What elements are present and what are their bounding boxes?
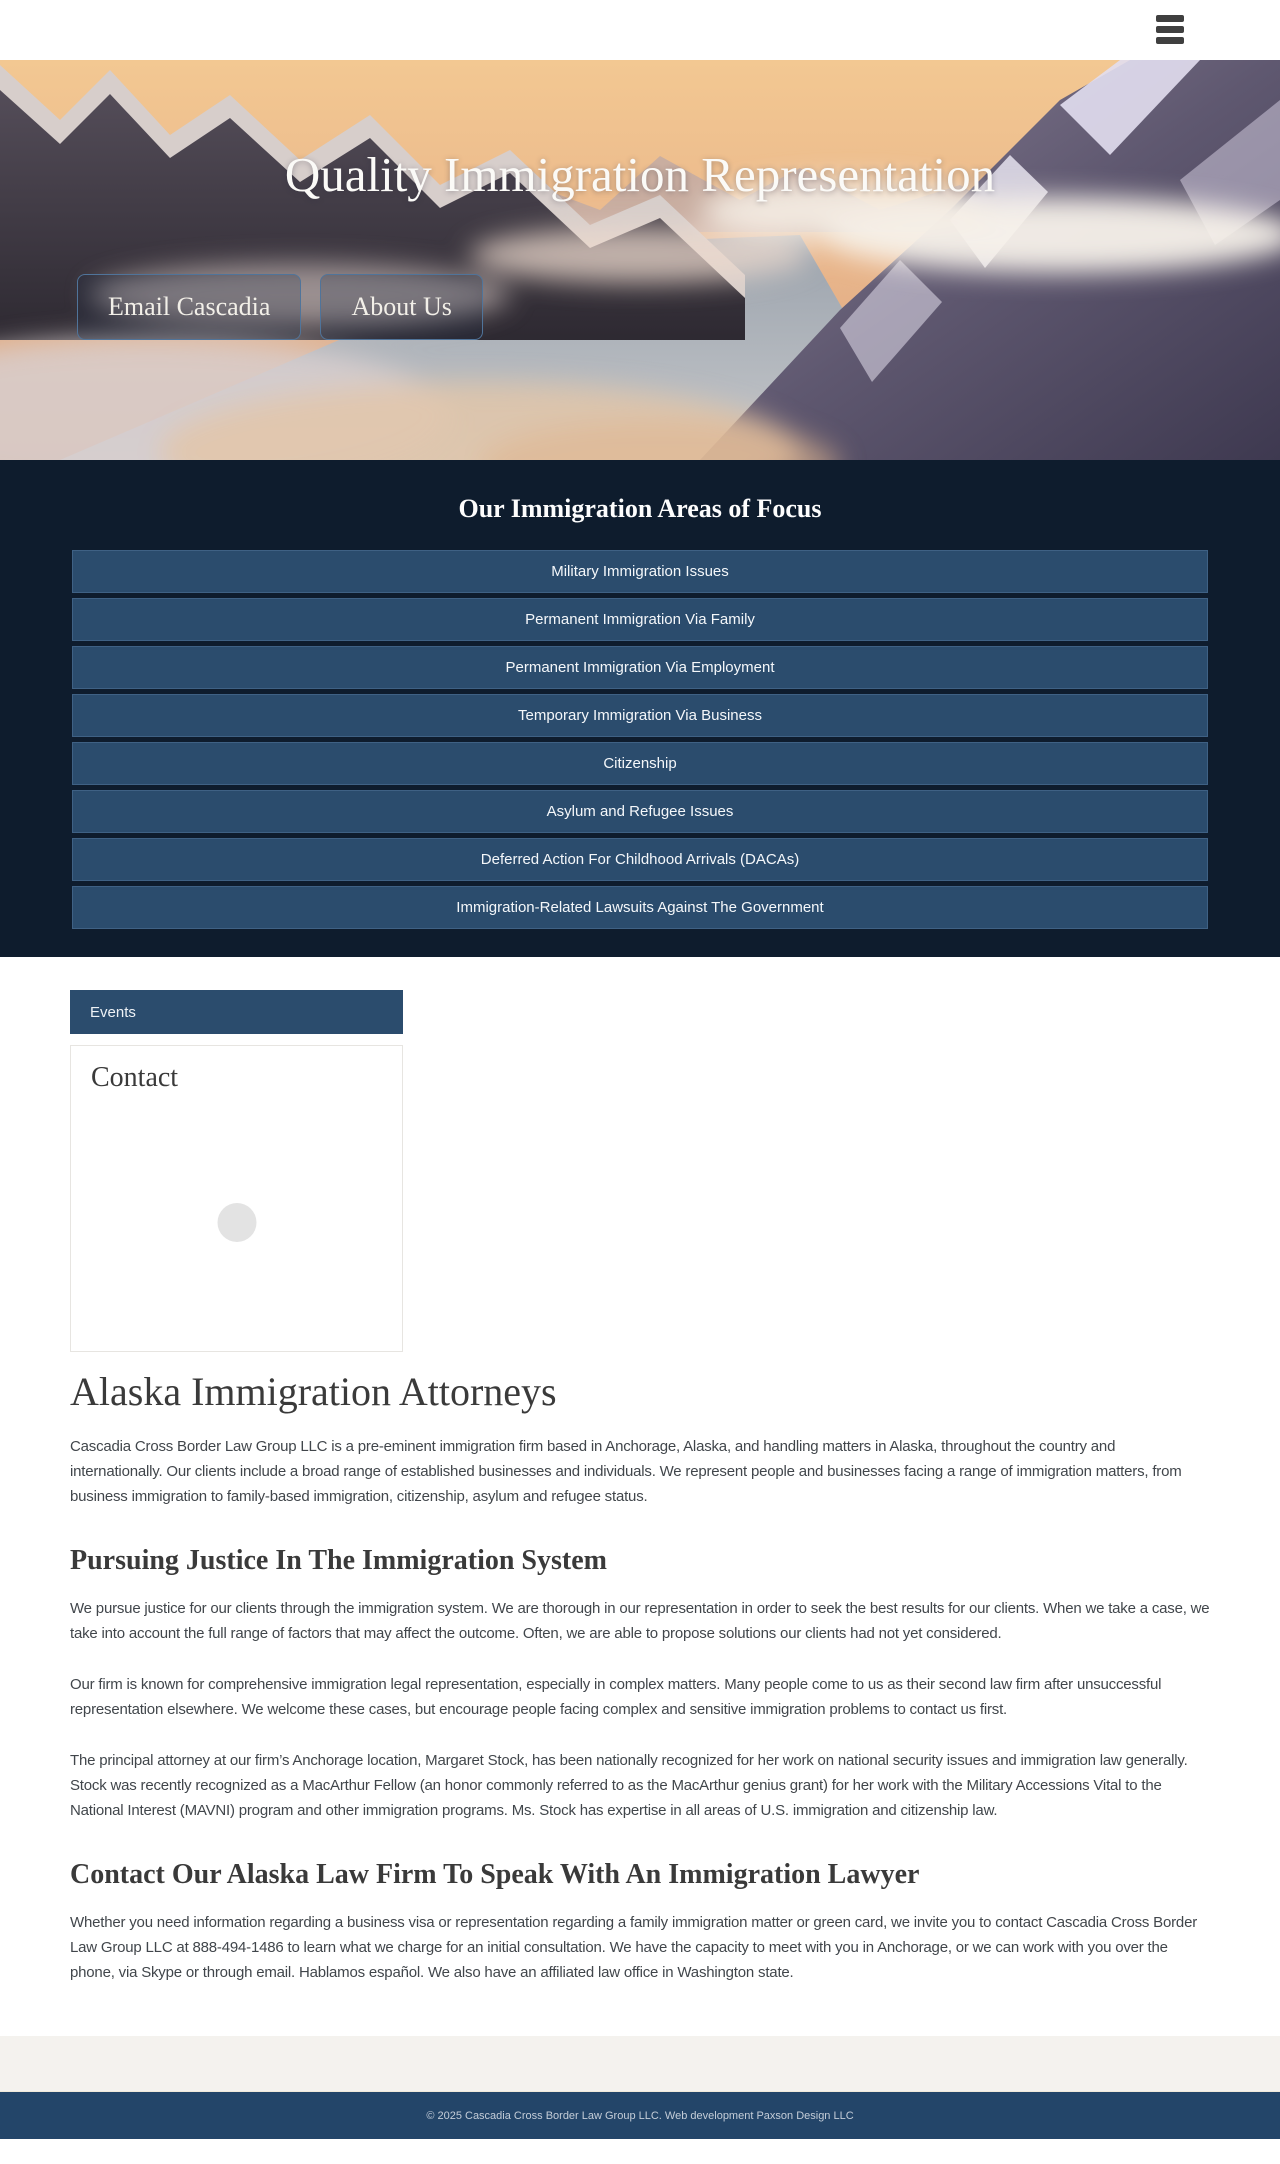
image-placeholder-circle bbox=[217, 1203, 256, 1242]
hamburger-bar bbox=[1156, 37, 1184, 44]
body-paragraph: Our firm is known for comprehensive immigration legal representation, especially in complex matters. Many people come to us as their second law firm after unsuccessful representation elsewhere. We welcome these cases, but encourage people facing complex and sensitive immigration problems to contact us first. bbox=[70, 1676, 1162, 1718]
email-cascadia-button[interactable]: Email Cascadia bbox=[77, 274, 301, 340]
area-item-military[interactable]: Military Immigration Issues bbox=[72, 550, 1208, 593]
body-paragraph: We pursue justice for our clients through the immigration system. We are thorough in our representation in order to seek the best results for our clients. When we take a case, we take into account the full range of factors that may affect the outcome. Often, we are able to propose solutions our clients had not yet considered. bbox=[70, 1600, 1210, 1642]
site-footer bbox=[0, 2092, 1280, 2139]
areas-heading: Our Immigration Areas of Focus bbox=[458, 494, 822, 523]
area-item-citizenship[interactable]: Citizenship bbox=[72, 742, 1208, 785]
area-item-employment[interactable]: Permanent Immigration Via Employment bbox=[72, 646, 1208, 689]
contact-widget bbox=[70, 1045, 403, 1352]
site-header bbox=[0, 0, 1280, 60]
about-us-button[interactable]: About Us bbox=[320, 274, 482, 340]
contact-widget-heading: Contact bbox=[91, 1062, 179, 1093]
areas-of-focus-section bbox=[0, 460, 1280, 957]
main-content bbox=[0, 957, 1280, 2036]
contact-cta-heading: Contact Our Alaska Law Firm To Speak With An Immigration Lawyer bbox=[70, 1859, 920, 1890]
events-label: Events bbox=[90, 1003, 136, 1021]
prefooter-band bbox=[0, 2036, 1280, 2092]
areas-list bbox=[72, 550, 1208, 929]
pursuing-justice-heading: Pursuing Justice In The Immigration System bbox=[70, 1545, 607, 1576]
hero-title: Quality Immigration Representation bbox=[284, 147, 996, 202]
intro-paragraph: Cascadia Cross Border Law Group LLC is a pre-eminent immigration firm based in Anchorage, Alaska, and handling matters in Alaska, throughout the country and internationally. Our clients include a broad range of established businesses and individuals. We represent people and businesses facing a range of immigration matters, from business immigration to family-based immigration, citizenship, asylum and refugee status. bbox=[70, 1438, 1182, 1505]
contact-cta-paragraph: Whether you need information regarding a business visa or representation regarding a family immigration matter or green card, we invite you to contact Cascadia Cross Border Law Group LLC at 888-494-1486 to learn what we charge for an initial consultation. We have the capacity to meet with you in Anchorage, or we can work with you over the phone, via Skype or through email. Hablamos español. We also have an affiliated law office in Washington state. bbox=[70, 1914, 1198, 1981]
hero-section bbox=[0, 60, 1280, 460]
area-item-business[interactable]: Temporary Immigration Via Business bbox=[72, 694, 1208, 737]
body-paragraph: The principal attorney at our firm’s Anchorage location, Margaret Stock, has been nationally recognized for her work on national security issues and immigration law generally. Stock was recently recognized as a MacArthur Fellow (an honor commonly referred to as the MacArthur genius grant) for her work with the Military Accessions Vital to the National Interest (MAVNI) program and other immigration programs. Ms. Stock has expertise in all areas of U.S. immigration and citizenship law. bbox=[70, 1752, 1188, 1819]
hamburger-bar bbox=[1156, 26, 1184, 33]
area-item-family[interactable]: Permanent Immigration Via Family bbox=[72, 598, 1208, 641]
area-item-lawsuits[interactable]: Immigration-Related Lawsuits Against The Government bbox=[72, 886, 1208, 929]
page-title: Alaska Immigration Attorneys bbox=[70, 1369, 557, 1414]
mountain-landscape-image bbox=[0, 60, 1280, 460]
area-item-daca[interactable]: Deferred Action For Childhood Arrivals (DACAs) bbox=[72, 838, 1208, 881]
area-item-asylum[interactable]: Asylum and Refugee Issues bbox=[72, 790, 1208, 833]
copyright-text: © 2025 Cascadia Cross Border Law Group LLC. Web development Paxson Design LLC bbox=[426, 2109, 854, 2122]
hamburger-bar bbox=[1156, 15, 1184, 22]
hero-buttons bbox=[77, 274, 483, 340]
events-link-bar[interactable] bbox=[70, 990, 403, 1034]
hamburger-menu-icon[interactable] bbox=[1156, 15, 1184, 44]
